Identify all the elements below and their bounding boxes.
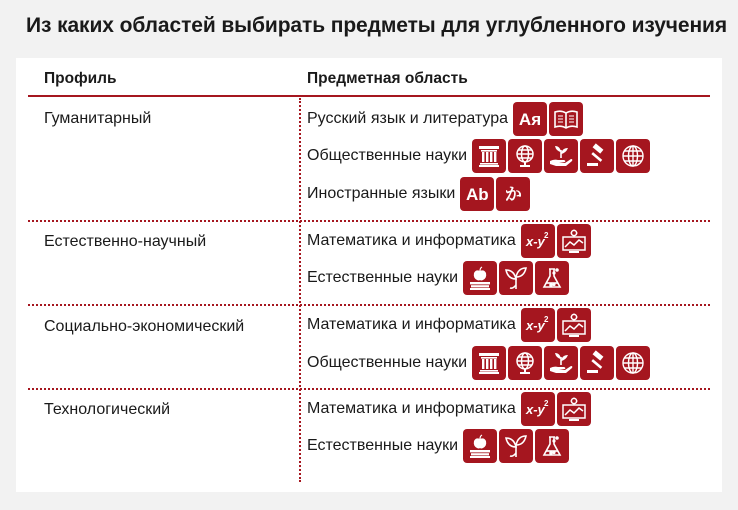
profile-name: Естественно-научный bbox=[44, 233, 207, 250]
flask-icon bbox=[535, 261, 569, 295]
subject-area-row bbox=[307, 429, 569, 463]
profile-name: Гуманитарный bbox=[44, 110, 152, 127]
profile-name: Технологический bbox=[44, 401, 171, 418]
column-icon bbox=[472, 139, 506, 173]
world-grid-icon bbox=[616, 139, 650, 173]
hiragana-ka-label: か bbox=[504, 184, 522, 204]
letters-aya-icon bbox=[513, 102, 547, 136]
books-apple-icon bbox=[463, 429, 497, 463]
subject-area-row bbox=[307, 139, 650, 173]
hand-plant-icon bbox=[544, 346, 578, 380]
svg-text:x-y: x-y bbox=[525, 318, 545, 333]
subject-area-name: Естественные науки bbox=[307, 437, 459, 454]
subject-area-name: Математика и информатика bbox=[307, 316, 516, 333]
formula-xy-icon bbox=[521, 224, 555, 258]
subject-area-name: Общественные науки bbox=[307, 147, 468, 164]
monitor-chart-icon bbox=[557, 224, 591, 258]
row-separator bbox=[28, 304, 710, 306]
hiragana-ka-icon bbox=[496, 177, 530, 211]
row-separator bbox=[28, 220, 710, 222]
svg-text:2: 2 bbox=[543, 231, 549, 240]
sprout-icon bbox=[499, 261, 533, 295]
svg-text:2: 2 bbox=[543, 399, 549, 408]
subject-area-row bbox=[307, 392, 591, 426]
subject-area-name: Естественные науки bbox=[307, 269, 459, 286]
profile-name: Социально-экономический bbox=[44, 318, 245, 335]
page-title: Из каких областей выбирать предметы для углубленного изучения bbox=[26, 14, 727, 37]
letters-aya-label: Ая bbox=[518, 109, 542, 129]
books-apple-icon bbox=[463, 261, 497, 295]
monitor-chart-icon bbox=[557, 308, 591, 342]
column-icon bbox=[472, 346, 506, 380]
subject-area-name: Общественные науки bbox=[307, 354, 468, 371]
subject-area-name: Иностранные языки bbox=[307, 185, 456, 202]
letters-ab-icon bbox=[460, 177, 494, 211]
header-divider bbox=[28, 95, 710, 97]
formula-xy-icon bbox=[521, 308, 555, 342]
column-header-subject-area: Предметная область bbox=[307, 70, 468, 87]
gavel-icon bbox=[580, 346, 614, 380]
world-grid-icon bbox=[616, 346, 650, 380]
formula-xy-icon bbox=[521, 392, 555, 426]
gavel-icon bbox=[580, 139, 614, 173]
subject-area-row bbox=[307, 102, 583, 136]
column-divider bbox=[299, 98, 301, 482]
svg-text:x-y: x-y bbox=[525, 234, 545, 249]
globe-icon bbox=[508, 139, 542, 173]
subject-area-row bbox=[307, 224, 591, 258]
book-icon bbox=[549, 102, 583, 136]
globe-icon bbox=[508, 346, 542, 380]
sprout-icon bbox=[499, 429, 533, 463]
profiles-table bbox=[16, 58, 722, 492]
hand-plant-icon bbox=[544, 139, 578, 173]
svg-text:x-y: x-y bbox=[525, 402, 545, 417]
subject-area-name: Математика и информатика bbox=[307, 400, 516, 417]
subject-area-row bbox=[307, 177, 530, 211]
subject-area-row bbox=[307, 346, 650, 380]
letters-ab-label: Ab bbox=[465, 184, 489, 204]
subject-area-row bbox=[307, 261, 569, 295]
subject-area-row bbox=[307, 308, 591, 342]
subject-area-name: Математика и информатика bbox=[307, 232, 516, 249]
monitor-chart-icon bbox=[557, 392, 591, 426]
row-separator bbox=[28, 388, 710, 390]
svg-text:2: 2 bbox=[543, 315, 549, 324]
subject-area-name: Русский язык и литература bbox=[307, 110, 509, 127]
flask-icon bbox=[535, 429, 569, 463]
column-header-profile: Профиль bbox=[44, 70, 117, 87]
